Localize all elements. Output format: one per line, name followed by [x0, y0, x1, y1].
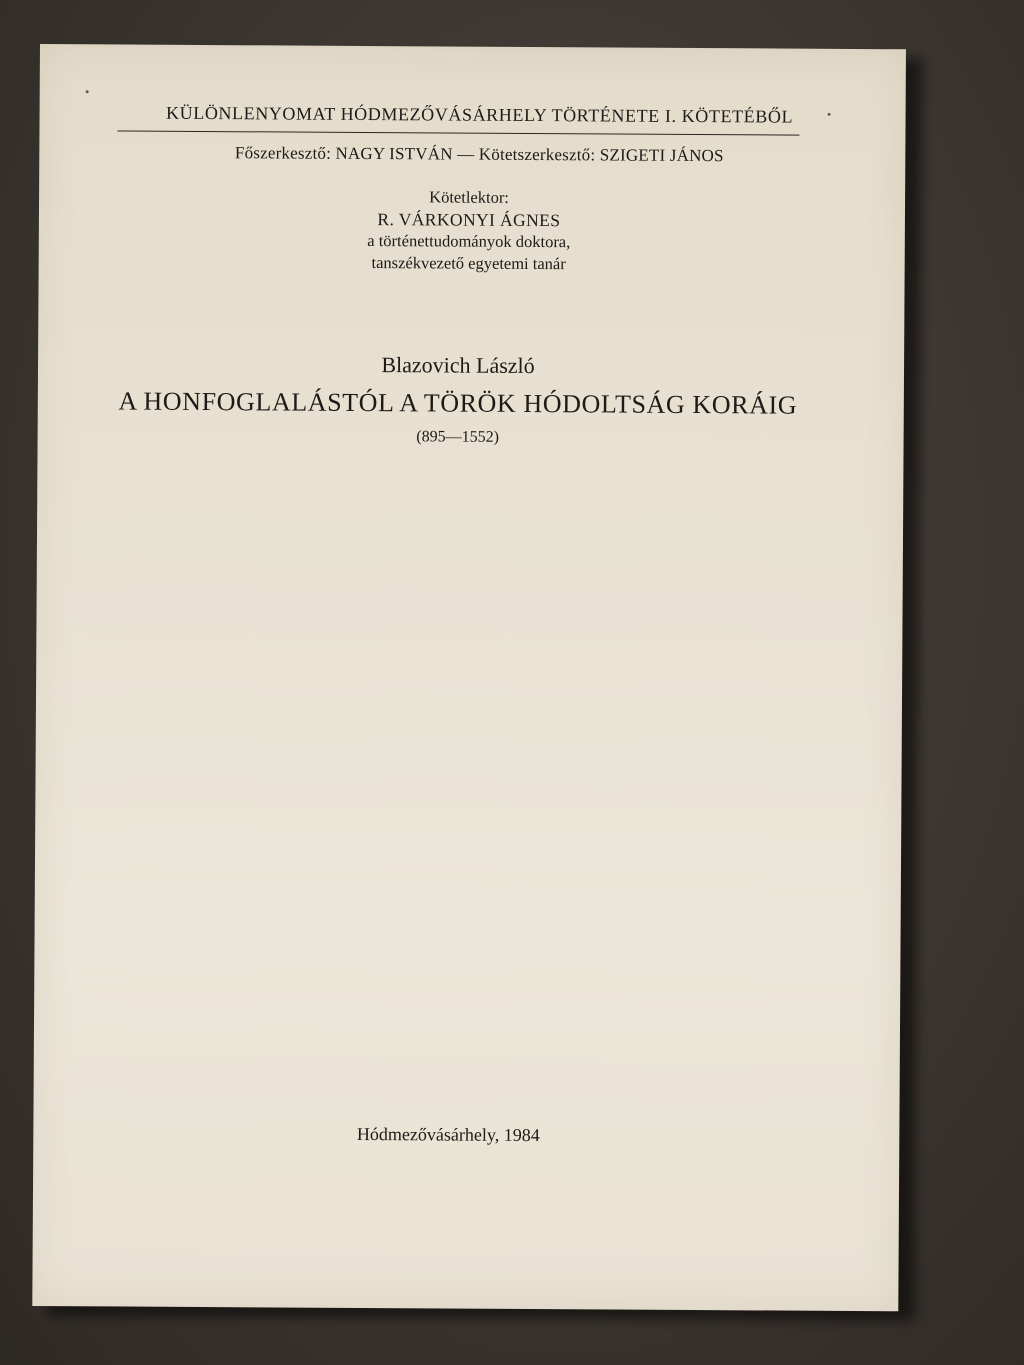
year-range: (895—1552): [416, 428, 499, 446]
author-name: Blazovich László: [381, 352, 535, 379]
paper-speck: [86, 90, 89, 93]
lektor-name: R. VÁRKONYI ÁGNES: [377, 209, 561, 231]
lektor-block: [239, 185, 700, 276]
header-rule: [117, 130, 799, 135]
lektor-title-line-2: tanszékvezető egyetemi tanár: [371, 253, 566, 274]
imprint: Hódmezővásárhely, 1984: [356, 1123, 540, 1146]
book-title: A HONFOGLALÁSTÓL A TÖRÖK HÓDOLTSÁG KORÁIG: [118, 386, 798, 420]
editors-line: Főszerkesztő: NAGY ISTVÁN — Kötetszerkesztő: SZIGETI JÁNOS: [234, 143, 724, 166]
lektor-title-line-1: a történettudományok doktora,: [367, 231, 571, 252]
paper-speck: [828, 113, 831, 116]
offprint-header: KÜLÖNLENYOMAT HÓDMEZŐVÁSÁRHELY TÖRTÉNETE I. KÖTETÉBŐL: [166, 102, 794, 127]
lektor-label: Kötetlektor:: [429, 187, 509, 207]
booklet-cover: [32, 44, 906, 1311]
